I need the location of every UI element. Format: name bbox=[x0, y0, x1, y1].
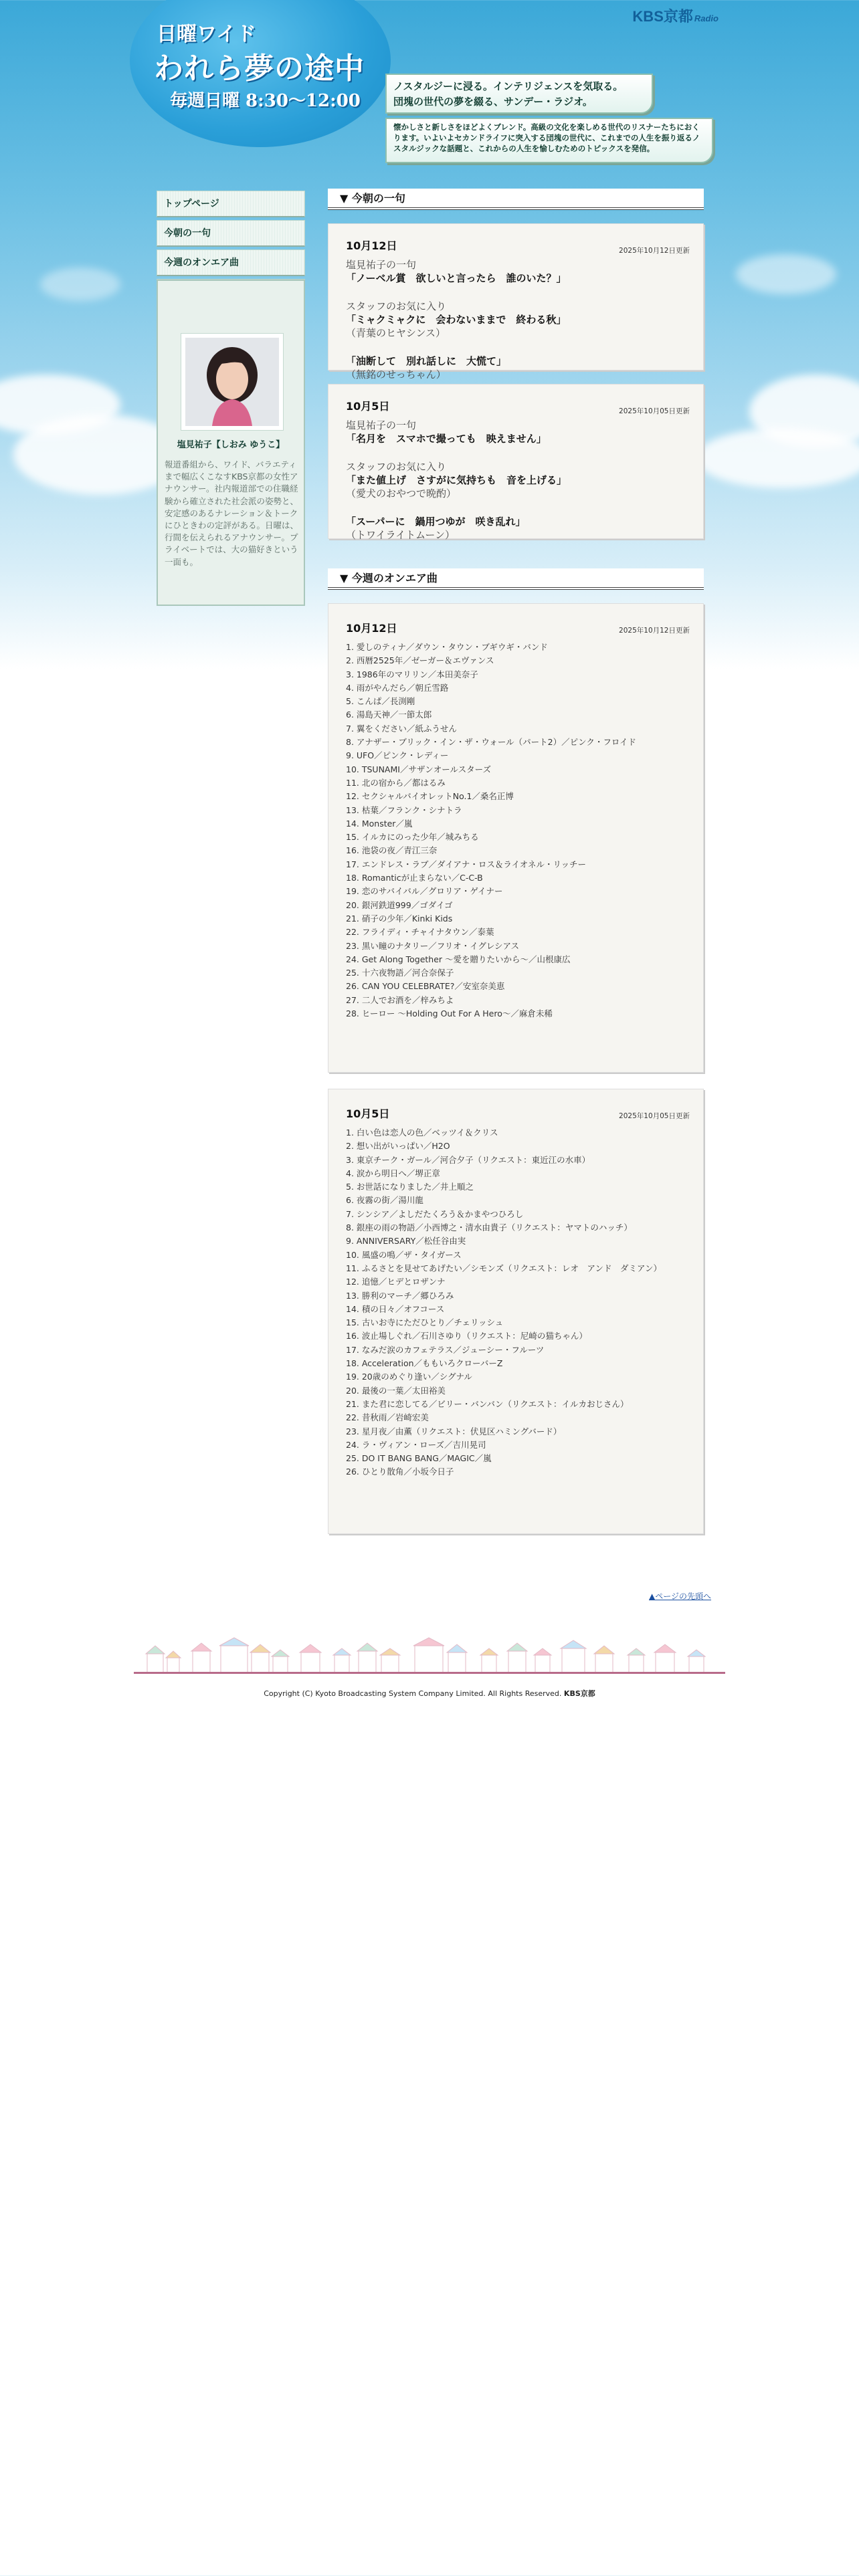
tagline-main bbox=[385, 74, 653, 114]
footer-divider bbox=[134, 1672, 725, 1674]
song-item: 17. なみだ涙のカフェテラス／ジューシー・フルーツ bbox=[346, 1344, 545, 1355]
card-date: 10月5日 bbox=[346, 1107, 390, 1120]
song-item: 10. TSUNAMI／サザンオールスターズ bbox=[346, 764, 491, 774]
song-item: 11. ふるさとを見せてあげたい／シモンズ（リクエスト：レオ アンド ダミアン） bbox=[346, 1263, 662, 1273]
song-item: 19. 恋のサバイバル／グロリア・ゲイナー bbox=[346, 886, 503, 897]
host-photo bbox=[181, 333, 284, 431]
nav-top-page[interactable]: トップページ bbox=[157, 191, 305, 217]
song-item: 18. Acceleration／ももいろクローバーZ bbox=[346, 1358, 503, 1369]
song-item: 16. 池袋の夜／青江三奈 bbox=[346, 845, 438, 856]
host-profile bbox=[157, 280, 305, 606]
page-top-link[interactable]: ▲ページの先頭へ bbox=[649, 1592, 711, 1601]
song-item: 3. 1986年のマリリン／本田美奈子 bbox=[346, 669, 478, 679]
haiku-author: スタッフのお気に入り bbox=[346, 461, 447, 473]
song-item: 3. 東京チーク・ガール／河合夕子（リクエスト：東近江の水車） bbox=[346, 1154, 591, 1165]
song-item: 8. 銀座の雨の物語／小西博之・清水由貴子（リクエスト：ヤマトのハッチ） bbox=[346, 1222, 632, 1233]
song-item: 4. 涙から明日へ／堺正章 bbox=[346, 1168, 440, 1178]
song-list bbox=[346, 1126, 688, 1479]
song-item: 21. また君に恋してる／ビリー・バンバン（リクエスト：イルカおじさん） bbox=[346, 1398, 629, 1409]
song-item: 7. 翼をください／紙ふうせん bbox=[346, 723, 457, 734]
song-item: 12. 追憶／ヒデとロザンナ bbox=[346, 1277, 446, 1287]
station-name: KBS京都 bbox=[632, 8, 693, 25]
song-item: 13. 枯葉／フランク・シナトラ bbox=[346, 804, 462, 815]
haiku-pen-name: （無銘のせっちゃん） bbox=[346, 368, 446, 381]
song-item: 5. お世話になりました／井上順之 bbox=[346, 1182, 474, 1192]
haiku-text: 「また値上げ さすがに気持ちも 音を上げる」 bbox=[346, 474, 567, 486]
site-header bbox=[134, 0, 725, 174]
song-item: 14. 積の日々／オフコース bbox=[346, 1303, 445, 1314]
main-content bbox=[328, 189, 704, 1534]
song-item: 23. 黒い瞳のナタリー／フリオ・イグレシアス bbox=[346, 940, 520, 951]
song-item: 20. 銀河鉄道999／ゴダイゴ bbox=[346, 899, 453, 910]
song-item: 2. 西暦2525年／ゼーガー＆エヴァンス bbox=[346, 655, 494, 666]
card-date: 10月12日 bbox=[346, 239, 397, 252]
card-updated: 2025年10月12日更新 bbox=[619, 627, 690, 635]
footer-brand[interactable]: KBS京都 bbox=[563, 1689, 595, 1698]
haiku-text: 「ミャクミャクに 会わないままで 終わる秋」 bbox=[346, 314, 567, 326]
song-item: 24. Get Along Together 〜愛を贈りたいから〜／山根康広 bbox=[346, 954, 571, 964]
song-item: 5. こんぱ／長渕剛 bbox=[346, 696, 415, 707]
song-item: 6. 夜霧の街／湯川龍 bbox=[346, 1195, 423, 1206]
song-item: 12. セクシャルバイオレットNo.1／桑名正博 bbox=[346, 791, 514, 802]
cloud-decoration bbox=[736, 254, 836, 294]
song-item: 26. ひとり散角／小坂今日子 bbox=[346, 1467, 454, 1477]
haiku-pen-name: （青葉のヒヤシンス） bbox=[346, 327, 446, 339]
song-item: 25. 十六夜物語／河合奈保子 bbox=[346, 968, 454, 978]
cloud-decoration bbox=[40, 267, 120, 301]
haiku-card bbox=[328, 223, 704, 381]
onair-section-heading: ▼ 今週のオンエア曲 bbox=[328, 568, 704, 590]
song-item: 18. Romanticが止まらない／C-C-B bbox=[346, 873, 483, 883]
footer-copyright bbox=[134, 1688, 725, 1699]
song-item: 21. 硝子の少年／Kinki Kids bbox=[346, 913, 453, 924]
tagline-line-1: ノスタルジーに浸る。インテリジェンスを気取る。 bbox=[393, 80, 624, 92]
song-item: 9. UFO／ピンク・レディー bbox=[346, 750, 449, 761]
song-item: 9. ANNIVERSARY／松任谷由実 bbox=[346, 1236, 466, 1247]
haiku-author: 塩見祐子の一句 bbox=[346, 419, 417, 431]
song-item: 7. シンシア／よしだたくろう＆かまやつひろし bbox=[346, 1208, 524, 1219]
haiku-text: 「スーパーに 鍋用つゆが 咲き乱れ」 bbox=[346, 516, 526, 528]
haiku-text: 「油断して 別れ話しに 大慌て」 bbox=[346, 355, 507, 367]
song-item: 1. 白い色は恋人の色／ベッツイ＆クリス bbox=[346, 1128, 498, 1138]
station-suffix: Radio bbox=[694, 13, 719, 23]
logo-title: われら夢の途中 bbox=[154, 51, 365, 86]
song-list bbox=[346, 641, 688, 1021]
station-logo[interactable] bbox=[632, 5, 719, 26]
logo-subtitle: 日曜ワイド bbox=[157, 23, 257, 46]
song-item: 27. 二人でお酒を／梓みちよ bbox=[346, 994, 454, 1005]
haiku-text: 「名月を スマホで撮っても 映えません」 bbox=[346, 433, 547, 445]
tagline-line-2: 団塊の世代の夢を綴る、サンデー・ラジオ。 bbox=[393, 96, 593, 108]
nav-haiku[interactable]: 今朝の一句 bbox=[157, 220, 305, 247]
song-item: 11. 北の宿から／都はるみ bbox=[346, 777, 446, 788]
card-date: 10月12日 bbox=[346, 622, 397, 635]
tagline-description: 懐かしさと新しさをほどよくブレンド。高級の文化を楽しめる世代のリスナーたちにおくります。いよいよセカンドライフに突入する団塊の世代に、これまでの人生を振り返るノスタルジックな話題と、これからの人生を愉しむためのトピックスを発信。 bbox=[385, 118, 713, 163]
haiku-author: スタッフのお気に入り bbox=[346, 300, 447, 312]
song-item: 15. イルカにのった少年／城みちる bbox=[346, 832, 479, 843]
song-item: 22. フライディ・チャイナタウン／泰葉 bbox=[346, 927, 494, 938]
song-item: 23. 星月夜／由薫（リクエスト：伏見区ハミングバード） bbox=[346, 1426, 562, 1436]
copyright-text: Copyright (C) Kyoto Broadcasting System Company Limited. All Rights Reserved. bbox=[264, 1689, 562, 1698]
haiku-pen-name: （愛犬のおやつで晩酌） bbox=[346, 488, 457, 500]
song-item: 20. 最後の一葉／太田裕美 bbox=[346, 1385, 446, 1396]
song-item: 10. 風盛の鳴／ザ・タイガース bbox=[346, 1249, 462, 1260]
houses-icon bbox=[134, 1635, 725, 1675]
haiku-text: 「ノーベル賞 欲しいと言ったら 誰のいた？」 bbox=[346, 272, 567, 284]
town-illustration bbox=[134, 1635, 725, 1675]
card-updated: 2025年10月05日更新 bbox=[619, 407, 690, 415]
haiku-author: 塩見祐子の一句 bbox=[346, 259, 417, 271]
nav-onair[interactable]: 今週のオンエア曲 bbox=[157, 249, 305, 276]
onair-week-card bbox=[328, 603, 704, 1073]
card-date: 10月5日 bbox=[346, 400, 390, 413]
song-item: 22. 昔秋雨／岩崎宏美 bbox=[346, 1412, 429, 1423]
song-item: 16. 波止場しぐれ／石川さゆり（リクエスト：尼崎の猫ちゃん） bbox=[346, 1331, 587, 1341]
song-item: 19. 20歳のめぐり逢い／シグナル bbox=[346, 1372, 472, 1382]
song-item: 17. エンドレス・ラブ／ダイアナ・ロス＆ライオネル・リッチー bbox=[346, 859, 586, 869]
song-item: 24. ラ・ヴィアン・ローズ／吉川晃司 bbox=[346, 1439, 486, 1450]
song-item: 13. 勝利のマーチ／郷ひろみ bbox=[346, 1290, 454, 1301]
host-name: 塩見祐子【しおみ ゆうこ】 bbox=[177, 440, 285, 450]
card-updated: 2025年10月12日更新 bbox=[619, 247, 690, 255]
song-item: 4. 雨がやんだら／朝丘雪路 bbox=[346, 682, 449, 693]
song-item: 8. アナザー・ブリック・イン・ザ・ウォール（パート2）／ピンク・フロイド bbox=[346, 737, 636, 748]
haiku-card bbox=[328, 384, 704, 539]
host-bio: 報道番組から、ワイド、バラエティまで幅広くこなすKBS京都の女性アナウンサー。社内報道部での住職経験から確立された社会派の姿勢と、安定感のあるナレーション＆トークにひときわの定評がある。日曜は、行間を伝えられるアナウンサー。プライベートでは、大の猫好きという一面も。 bbox=[165, 459, 299, 567]
song-item: 26. CAN YOU CELEBRATE?／安室奈美恵 bbox=[346, 981, 505, 992]
song-item: 28. ヒーロー 〜Holding Out For A Hero〜／麻倉未稀 bbox=[346, 1008, 553, 1019]
page-wrapper bbox=[134, 0, 725, 2576]
logo-schedule: 毎週日曜 8:30〜12:00 bbox=[170, 91, 361, 111]
song-item: 6. 湯島天神／一節太郎 bbox=[346, 710, 432, 720]
song-item: 1. 愛しのティナ／ダウン・タウン・ブギウギ・バンド bbox=[346, 642, 548, 652]
host-portrait-icon bbox=[185, 338, 279, 426]
haiku-pen-name: （トワイライトムーン） bbox=[346, 529, 456, 541]
haiku-section-heading: ▼ 今朝の一句 bbox=[328, 189, 704, 210]
song-item: 2. 想い出がいっぱい／H2O bbox=[346, 1141, 450, 1152]
song-item: 14. Monster／嵐 bbox=[346, 818, 413, 829]
song-item: 25. DO IT BANG BANG／MAGIC／嵐 bbox=[346, 1453, 492, 1464]
onair-week-card bbox=[328, 1089, 704, 1534]
song-item: 15. 古いお寺にただひとり／チェリッシュ bbox=[346, 1317, 504, 1328]
card-updated: 2025年10月05日更新 bbox=[619, 1112, 690, 1120]
